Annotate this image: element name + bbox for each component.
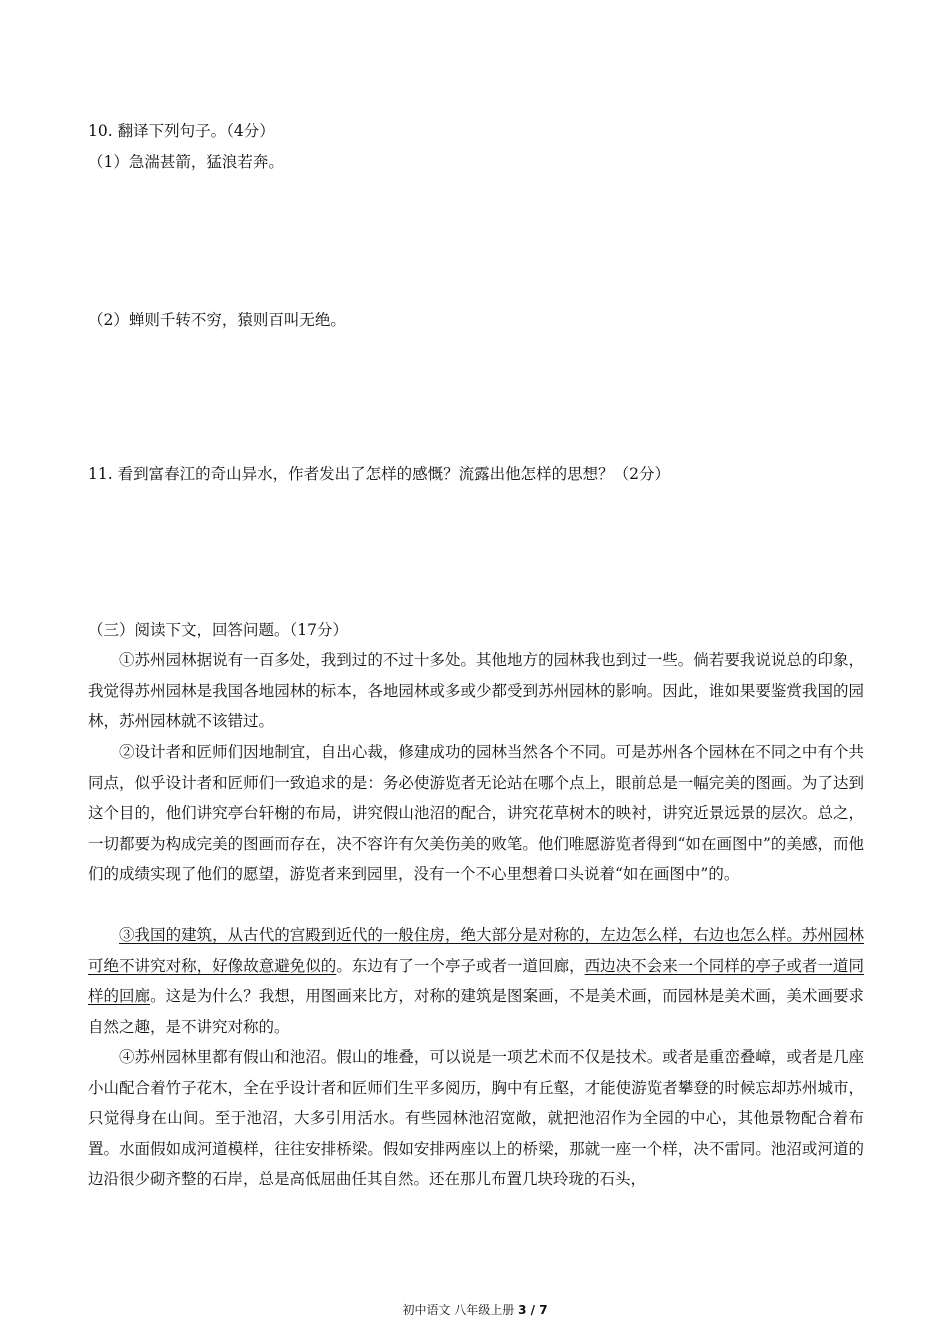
page-footer [0,1302,950,1318]
passage-text: 。东边有了一个亭子或者一道回廊， [336,956,585,975]
question-11-title: 11. 看到富春江的奇山异水，作者发出了怎样的感慨？流露出他怎样的思想？（2分） [88,465,670,483]
question-10-sentence-1: （1）急湍甚箭，猛浪若奔。 [88,153,284,171]
question-10-sentence-2: （2）蝉则千转不穷，猿则百叫无绝。 [88,311,346,329]
passage-paragraph-2: ②设计者和匠师们因地制宜，自出心裁，修建成功的园林当然各个不同。可是苏州各个园林在不同之中有个共同点，似乎设计者和匠师们一致追求的是：务必使游览者无论站在哪个点上，眼前总是一幅完美的图画。为了达到这个目的，他们讲究亭台轩榭的布局，讲究假山池沼的配合，讲究花草树木的映衬，讲究近景远景的层次。总之，一切都要为构成完美的图画而存在，决不容许有欠美伤美的败笔。他们唯愿游览者得到“如在画图中”的美感，而他们的成绩实现了他们的愿望，游览者来到园里，没有一个不心里想着口头说着“如在画图中”的。 [88,743,864,883]
section-3-title: （三）阅读下文，回答问题。（17分） [88,621,348,639]
page-number: 3 / 7 [518,1303,548,1317]
footer-label: 初中语文 八年级上册 [402,1303,515,1317]
underlined-sentence-2: 西边决不会来一个同样的亭子或者一道同样的回廊 [88,956,864,1005]
underlined-sentence-1: ③我国的建筑，从古代的宫殿到近代的一般住房，绝大部分是对称的，左边怎么样，右边也怎么样。苏州园林可绝不讲究对称，好像故意避免似的 [88,926,864,975]
passage-paragraph-4: ④苏州园林里都有假山和池沼。假山的堆叠，可以说是一项艺术而不仅是技术。或者是重峦叠嶂，或者是几座小山配合着竹子花木，全在乎设计者和匠师们生平多阅历，胸中有丘壑，才能使游览者攀登的时候忘却苏州城市，只觉得身在山间。至于池沼，大多引用活水。有些园林池沼宽敞，就把池沼作为全园的中心，其他景物配合着布置。水面假如成河道模样，往往安排桥梁。假如安排两座以上的桥梁，那就一座一个样，决不雷同。池沼或河道的边沿很少砌齐整的石岸，总是高低屈曲任其自然。还在那儿布置几块玲珑的石头， [88,1048,864,1188]
passage-paragraph-1: ①苏州园林据说有一百多处，我到过的不过十多处。其他地方的园林我也到过一些。倘若要我说说总的印象，我觉得苏州园林是我国各地园林的标本，各地园林或多或少都受到苏州园林的影响。因此，谁如果要鉴赏我国的园林，苏州园林就不该错过。 [88,651,864,730]
passage-text: 。这是为什么？我想，用图画来比方，对称的建筑是图案画，不是美术画，而园林是美术画，美术画要求自然之趣，是不讲究对称的。 [88,987,864,1036]
passage-paragraph-3 [88,920,864,1042]
question-10-title: 10. 翻译下列句子。（4分） [88,122,275,140]
